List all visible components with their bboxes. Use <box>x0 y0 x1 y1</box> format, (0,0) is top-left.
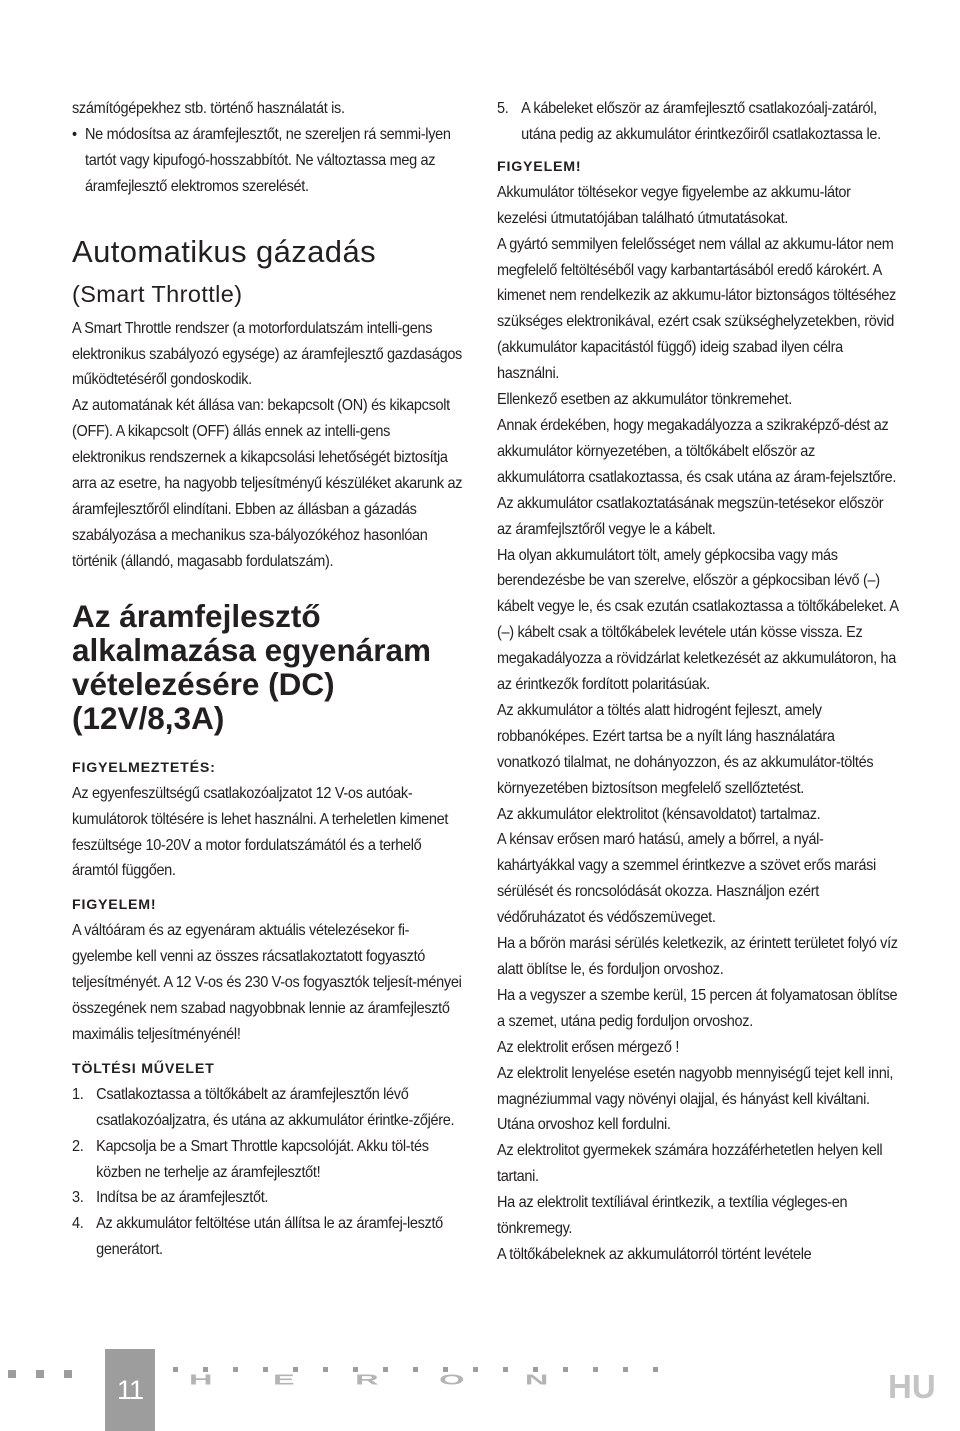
step-text: A kábeleket először az áramfejlesztő csatlakozóalj-zatáról, utána pedig az akkumulátor érintkezőiről csatlakoztassa le. <box>521 100 881 143</box>
paragraph: A töltőkábeleknek az akkumulátorról történt levétele <box>497 1245 812 1263</box>
paragraph: Az elektrolitot gyermekek számára hozzáférhetetlen helyen kell tartani. <box>497 1142 883 1186</box>
decor-square <box>8 1370 16 1378</box>
language-code: HU <box>888 1368 936 1405</box>
decor-square <box>173 1367 178 1372</box>
paragraph: Az akkumulátor elektrolitot (kénsavoldatot) tartalmaz. <box>497 805 821 823</box>
paragraph: Ellenkező esetben az akkumulátor tönkremehet. <box>497 391 792 409</box>
step-item <box>72 1082 464 1134</box>
charging-label: TÖLTÉSI MŰVELET <box>72 1060 215 1077</box>
left-column <box>72 96 462 1263</box>
step-text: Csatlakoztassa a töltőkábelt az áramfejlesztőn lévő csatlakozóaljzatra, és utána az akkumulátor érintke-zőjére. <box>96 1085 455 1129</box>
paragraph: Annak érdekében, hogy megakadályozza a szikraképző-dést az akkumulátor környezetében, a töltőkábelt először az akkumulátorra csatlakoztassa, és csak utána az áram-fejelsztőre. Az akkumulátor csatlakoztatásának megszün-tetésekor először az áramfejlsztőről vegye le a kábelt. <box>497 416 897 538</box>
page-number: 11 <box>105 1349 155 1431</box>
paragraph: Ha olyan akkumulátort tölt, amely gépkocsiba vagy más berendezésbe be van szerelve, először a gépkocsiban lévő (–) kábelt vegye le, és csak ezután csatlakoztassa a töltőkábeleket. A (–) kábelt csak a töltőkábelek levétele után kösse vissza. Ez megakadályozza a rövidzárlat keletkezését az akkumulátoron, ha az érintkezők fordított polaritásúak. <box>497 546 898 694</box>
step-number: 4. <box>72 1215 84 1233</box>
paragraph: Akkumulátor töltésekor vegye figyelembe az akkumu-látor kezelési útmutatójában található útmutatásokat. <box>497 183 851 227</box>
paragraph: Az akkumulátor a töltés alatt hidrogént fejleszt, amely robbanóképes. Ezért tartsa be a nyílt láng használatára vonatkozó tilalmat, ne dohányozzon, és az akkumulátor-töltés környezetében biztosítson megfelelő szellőztetést. <box>497 701 874 797</box>
dc-section-title: Az áramfejlesztő alkalmazása egyenáram vételezésére (DC) (12V/8,3A) <box>72 597 431 736</box>
step-number: 3. <box>72 1189 84 1207</box>
attention-label: FIGYELEM! <box>497 158 582 175</box>
step-number: 1. <box>72 1085 84 1103</box>
step-item <box>72 1134 464 1186</box>
paragraph: Ha a vegyszer a szembe kerül, 15 percen át folyamatosan öblítse a szemet, utána pedig forduljon orvoshoz. <box>497 986 898 1030</box>
decor-square <box>653 1367 658 1372</box>
smart-throttle-subtitle: (Smart Throttle) <box>72 280 243 307</box>
smart-throttle-paragraph-2: Az automatának két állása van: bekapcsolt (ON) és kikapcsolt (OFF). A kikapcsolt (OFF) állás ennek az intelli-gens elektronikus rendszernek a kikapcsolási lehetőségét biztosítja arra az esetre, ha nagyobb teljesítményű készüléket akarunk az áramfejlesztőről elindítani. Ebben az állásban a gázadás szabályozása a mechanikus sza-bályozókéhoz hasonlóan történik (állandó, magasabb fordulatszám). <box>72 397 463 570</box>
warning-label: FIGYELMEZTETÉS: <box>72 759 216 776</box>
brand-logo: HERON <box>189 1372 609 1389</box>
step-item <box>72 1211 464 1263</box>
warning-text: Az egyenfeszültségű csatlakozóaljzatot 12 V-os autóak-kumulátorok töltésére is lehet használni. A terheletlen kimenet feszültsége 10-20V a motor fordulatszámától és a terhelő áramtól függően. <box>72 784 449 880</box>
decor-square <box>64 1370 72 1378</box>
paragraph: Ha az elektrolit textíliával érintkezik, a textília végleges-en tönkremegy. <box>497 1194 848 1238</box>
decor-square <box>36 1370 44 1378</box>
smart-throttle-title: Automatikus gázadás <box>72 233 376 269</box>
decor-square <box>623 1367 628 1372</box>
bullet-item: • Ne módosítsa az áramfejlesztőt, ne szereljen rá semmi-lyen tartót vagy kipufogó-hosszabbítót. Ne változtassa meg az áramfejlesztő elektromos szerelését. <box>72 122 477 200</box>
step-number: 2. <box>72 1137 84 1155</box>
attention-label: FIGYELEM! <box>72 897 157 914</box>
paragraph: Ha a bőrön marási sérülés keletkezik, az érintett területet folyó víz alatt öblítse le, és forduljon orvoshoz. <box>497 935 898 978</box>
step-item <box>72 1185 464 1211</box>
step-text: Kapcsolja be a Smart Throttle kapcsolóját. Akku töl-tés közben ne terhelje az áramfejlesztőt! <box>96 1137 429 1181</box>
intro-text: számítógépekhez stb. történő használatát is. <box>72 100 345 117</box>
right-column <box>497 96 897 1268</box>
step-number: 5. <box>497 100 509 117</box>
paragraph: Az elektrolit erősen mérgező ! <box>497 1038 680 1056</box>
step-item <box>497 96 899 148</box>
attention-text: A váltóáram és az egyenáram aktuális vételezésekor fi-gyelembe kell venni az összes rácsatlakoztatott fogyasztó teljesítményét. A 12 V-os és 230 V-os fogyasztók teljesít-ményei összegének nem szabad nagyobbnak lennie az áramfejlesztő maximális teljesítményénél! <box>72 922 462 1043</box>
smart-throttle-paragraph-1: A Smart Throttle rendszer (a motorfordulatszám intelli-gens elektronikus szabályozó egysége) az áramfejlesztő gazdaságos működtetéséről gondoskodik. <box>72 319 462 389</box>
step-text: Indítsa be az áramfejlesztőt. <box>96 1189 269 1207</box>
step-text: Az akkumulátor feltöltése után állítsa le az áramfej-lesztő generátort. <box>96 1215 443 1259</box>
paragraph: A kénsav erősen maró hatású, amely a bőrrel, a nyál-kahártyákkal vagy a szemmel érintkezve a szövet erős marási sérülését és roncsolódását okozza. Használjon ezért védőruházatot és védőszemüveget. <box>497 831 876 927</box>
paragraph: Az elektrolit lenyelése esetén nagyobb mennyiségű tejet kell inni, magnéziummal vagy növényi olajjal, és hányást kell kiváltani. Utána orvoshoz kell fordulni. <box>497 1064 894 1134</box>
paragraph: A gyártó semmilyen felelősséget nem vállal az akkumu-látor nem megfelelő feltöltéséből vagy karbantartásából eredő károkért. A kimenet nem rendelkezik az akkumu-látor biztonságos töltéséhez szükséges elektronikával, ezért csak szükséghelyzetekben, rövid (akkumulátor kapacitástól függő) ideig szabad ilyen célra használni. <box>497 235 896 383</box>
